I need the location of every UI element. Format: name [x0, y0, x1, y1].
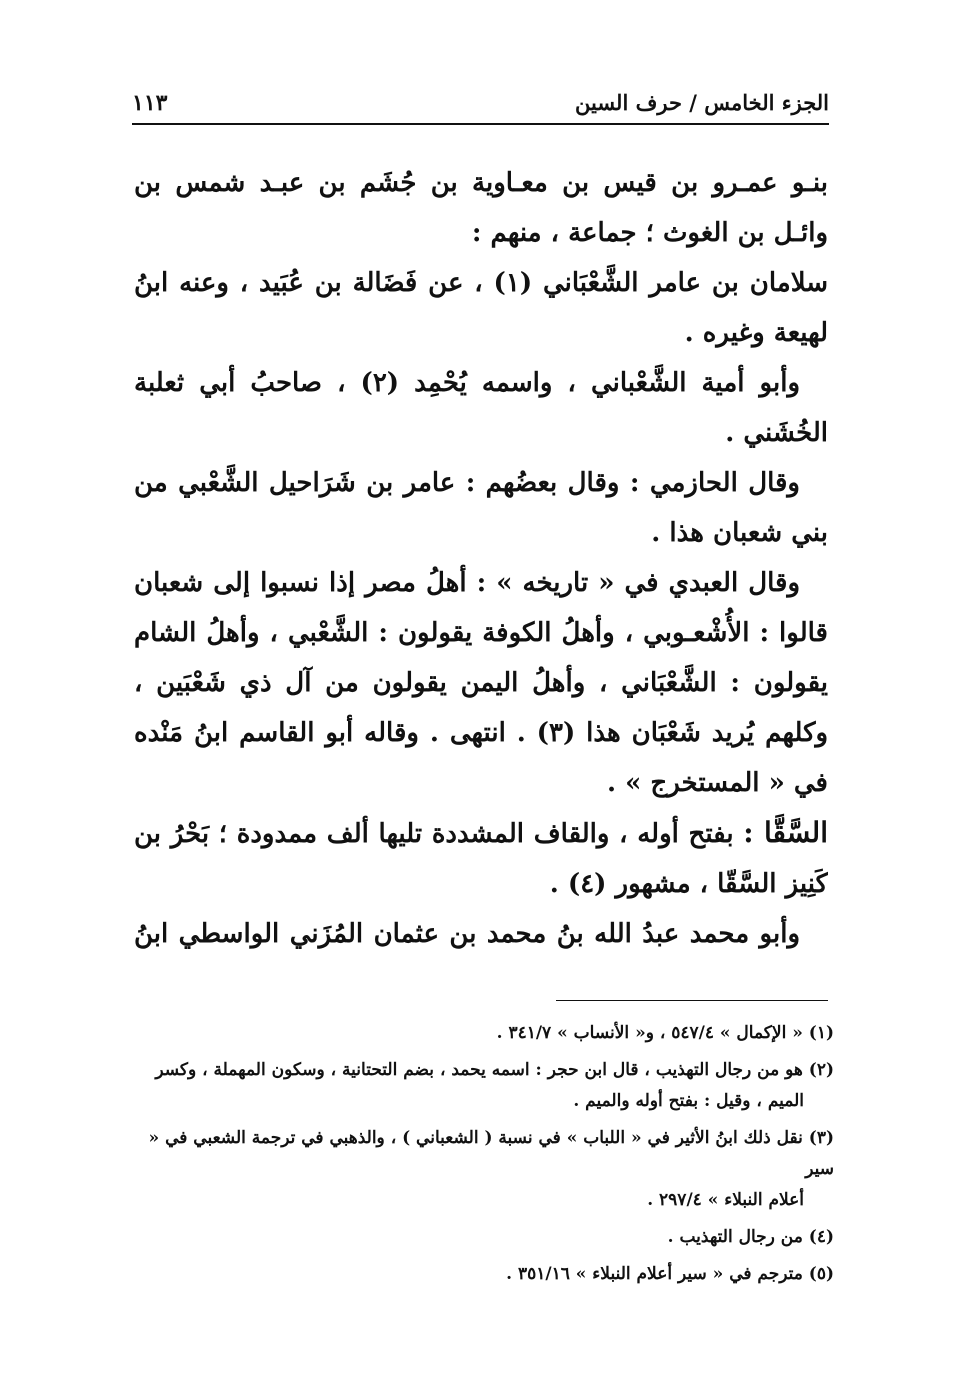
footnote-text: (٢) هو من رجال التهذيب ، قال ابن حجر : اسمه يحمد ، بضم التحتانية ، وسكون المهملة ، وكسر	[155, 1060, 834, 1080]
footnote-text: (١) « الإكمال » ٥٤٧/٤ ، و« الأنساب » ٣٤١/٧ .	[496, 1023, 834, 1043]
paragraph-text: بنـو عمـرو بن قيس بن معـاوية بن جُشَم بن عبـد شمس بن وائـل بن الغوث ؛ جماعة ، منهم :	[134, 168, 828, 248]
page-number: ١١٣	[132, 90, 168, 116]
footnote	[134, 1018, 834, 1049]
footnote	[134, 1222, 834, 1253]
paragraph-text: وقال الحازمي : وقال بعضُهم : عامر بن شَرَاحيل الشَّعْبي من بني شعبان هذا .	[134, 468, 828, 548]
entry-term: السَّقَّا :	[743, 816, 828, 849]
main-text	[134, 158, 828, 968]
paragraph-text: وأبو محمد عبدُ الله بنُ محمد بن عثمان المُزَني الواسطي ابنُ	[134, 919, 800, 949]
footnote-continuation: الميم ، وقيل : بفتح أوله والميم .	[573, 1091, 804, 1111]
header-rule	[132, 123, 829, 125]
footnote-text: (٤) من رجال التهذيب .	[667, 1227, 834, 1247]
footnote-text: (٣) نقل ذلك ابنُ الأثير في « اللباب » في نسبة ( الشعباني ) ، والذهبي في ترجمة الشعبي في « سير	[148, 1128, 834, 1179]
paragraph-text: وقال العبدي في « تاريخه » : أهلُ مصر إذا نسبوا إلى شعبان قالوا : الأُشْعـوبي ، وأهلُ الكوفة يقولون : الشَّعْبي ، وأهلُ الشام يقولون : الشَّعْبَاني ، وأهلُ اليمن يقولون من آل ذي شَعْبَين ، وكلهم يُريد شَعْبَان هذا (٣) . انتهى . وقاله أبو القاسم ابنُ مَنْده في « المستخرج » .	[134, 568, 828, 798]
paragraph	[134, 258, 828, 358]
paragraph	[134, 458, 828, 558]
paragraph	[134, 558, 828, 808]
paragraph	[134, 808, 828, 909]
paragraph	[134, 158, 828, 258]
paragraph	[134, 358, 828, 458]
paragraph	[134, 909, 828, 968]
paragraph-text: سلامان بن عامر الشَّعْبَاني (١) ، عن فَضَالة بن عُبَيد ، وعنه ابنُ لهيعة وغيره .	[134, 268, 828, 348]
paragraph-text: بفتح أوله ، والقاف المشددة تليها ألف ممدودة ؛ بَحْرُ بن كَنِيز السَّقّا ، مشهور (٤) .	[134, 819, 828, 899]
page-header	[132, 78, 829, 118]
running-title: الجزء الخامس / حرف السين	[575, 90, 829, 115]
footnote	[134, 1259, 834, 1290]
footnote	[134, 1123, 834, 1216]
footnote-continuation: أعلام النبلاء » ٢٩٧/٤ .	[647, 1190, 804, 1210]
paragraph-text: وأبو أمية الشَّعْباني ، واسمه يُحْمِد (٢) ، صاحبُ أبي ثعلبة الخُشَني .	[134, 368, 828, 448]
footnotes	[134, 1018, 834, 1296]
footnote-text: (٥) مترجم في « سير أعلام النبلاء » ٣٥١/١٦ .	[506, 1264, 834, 1284]
footnote-separator	[556, 1000, 828, 1001]
footnote	[134, 1055, 834, 1117]
